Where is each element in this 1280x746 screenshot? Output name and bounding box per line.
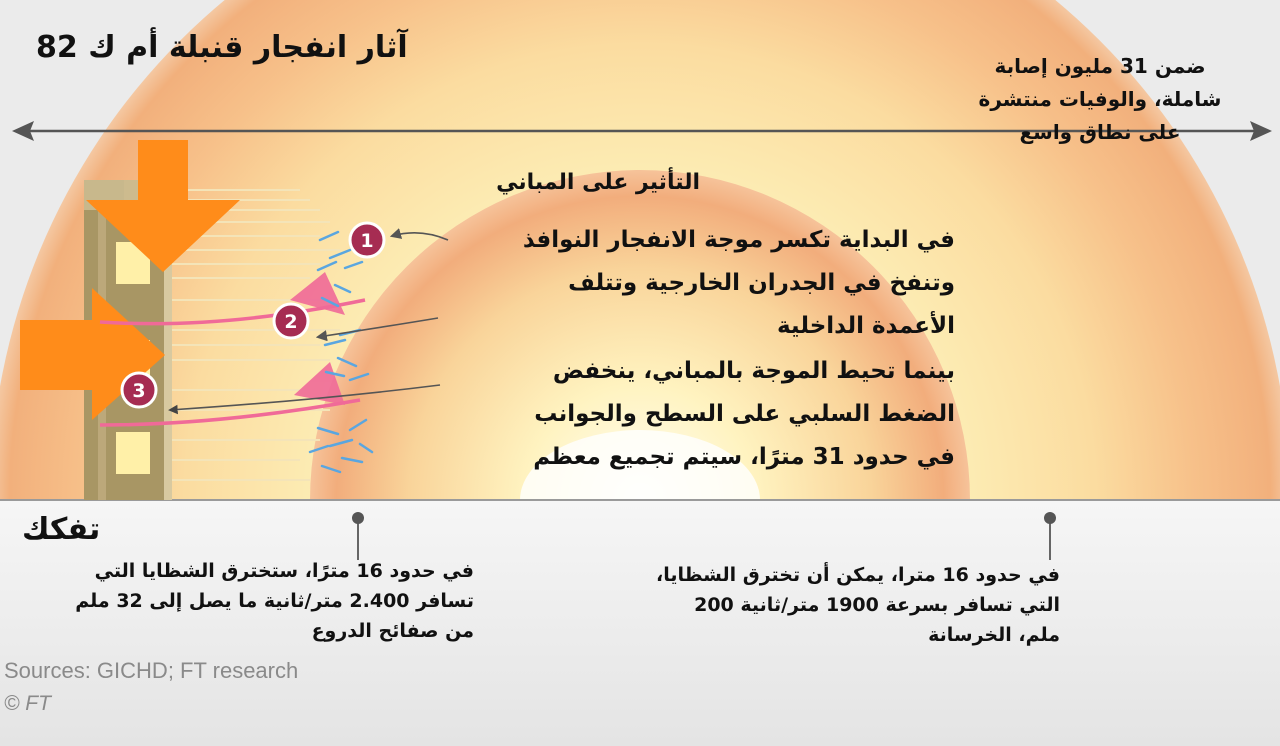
step-line: الضغط السلبي على السطح والجوانب [534, 401, 955, 427]
step-line: في البداية تكسر موجة الانفجار النوافذ [522, 227, 955, 253]
scope-line: ضمن 31 مليون إصابة [994, 54, 1206, 78]
building-heading: التأثير على المباني [496, 170, 700, 195]
step-marker-label: 2 [284, 311, 298, 333]
fragmentation-line: التي تسافر بسرعة 1900 متر/ثانية 200 [694, 594, 1060, 616]
fragmentation-line: تسافر 2.400 متر/ثانية ما يصل إلى 32 ملم [75, 590, 474, 612]
copyright-note: © FT [4, 692, 51, 715]
fragmentation-line: في حدود 16 مترًا، ستخترق الشظايا التي [94, 560, 474, 582]
fragmentation-right-text [600, 560, 1060, 650]
scope-line: على نطاق واسع [1019, 120, 1181, 144]
step-line: بينما تحيط الموجة بالمباني، ينخفض [552, 358, 955, 384]
fragmentation-title: تفكك [22, 512, 101, 547]
page-title: آثار انفجار قنبلة أم ك 82 [36, 30, 408, 65]
scope-text [950, 50, 1250, 149]
step-1-2-text [440, 219, 955, 348]
source-note: Sources: GICHD; FT research [4, 658, 299, 683]
fragmentation-left-text [22, 556, 474, 646]
step-marker-3 [122, 373, 156, 407]
step-line: في حدود 31 مترًا، سيتم تجميع معظم [533, 444, 955, 470]
step-marker-label: 1 [360, 230, 374, 252]
fragmentation-line: ملم، الخرسانة [928, 624, 1060, 646]
step-marker-2 [274, 304, 308, 338]
step-marker-label: 3 [132, 380, 146, 402]
step-3-text [440, 350, 955, 479]
fragmentation-line: في حدود 16 مترا، يمكن أن تخترق الشظايا، [656, 564, 1060, 586]
fragmentation-line: من صفائح الدروع [311, 620, 474, 642]
scope-line: شاملة، والوفيات منتشرة [978, 87, 1222, 111]
step-marker-1 [350, 223, 384, 257]
step-line: وتنفخ في الجدران الخارجية وتتلف [568, 270, 955, 296]
step-line: الأعمدة الداخلية [776, 313, 955, 339]
